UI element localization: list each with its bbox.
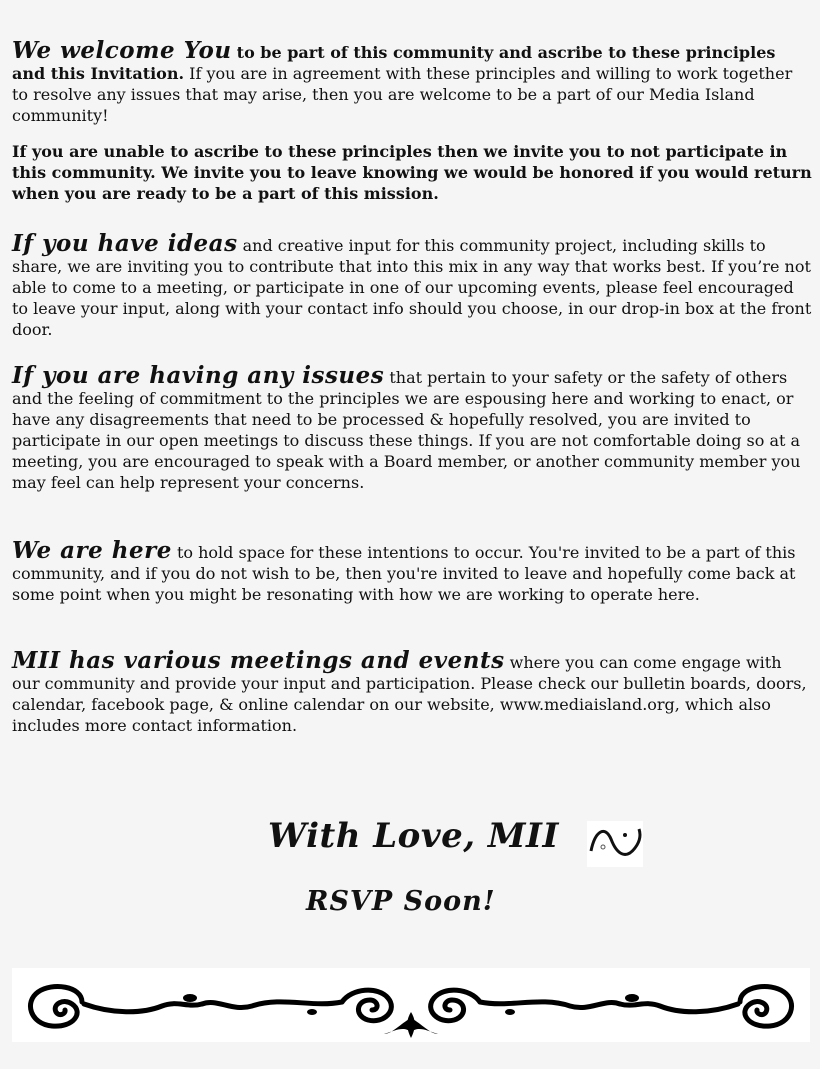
meetings-heading: MII has various meetings and events [12,647,505,674]
unable-paragraph [12,141,812,204]
unable-bold-text: If you are unable to ascribe to these principles then we invite you to not participate in this community. We invite you to leave knowing we would be honored if you would return when you are ready to be a part of this mission. [12,142,812,203]
here-text: to hold space for these intentions to occur. You're invited to be a part of this community, and if you do not wish to be, then you're invited to leave and hopefully come back at some point when you might be resonating with how we are working to operate here. [12,543,796,604]
issues-text: that pertain to your safety or the safety of others and the feeling of commitment to the principles we are espousing here and working to enact, or have any disagreements that need to be processed & hopefully resolved, you are invited to participate in our open meetings to discuss these things. If you are not comfortable doing so at a meeting, you are encouraged to speak with a Board member, or another community member you may feel can help represent your concerns. [12,368,801,492]
meetings-paragraph [12,647,812,736]
ideas-text: and creative input for this community project, including skills to share, we are inviting you to contribute that into this mix in any way that works best. If you’re not able to come to a meeting, or participate in one of our upcoming events, please feel encouraged to leave your input, along with your contact info should you choose, in our drop-in box at the front door. [12,236,812,339]
welcome-text: If you are in agreement with these principles and willing to work together to resolve any issues that may arise, then you are welcome to be a part of our Media Island community! [12,64,793,125]
wave-logo-icon [587,821,643,867]
welcome-paragraph [12,37,812,126]
welcome-bold-text: to be part of this community and ascribe to these principles and this Invitation. [12,43,776,83]
here-heading: We are here [12,537,172,564]
issues-paragraph [12,362,812,493]
ideas-paragraph [12,230,812,340]
issues-heading: If you are having any issues [12,362,385,389]
rsvp-text: RSVP Soon! [306,886,496,917]
here-paragraph [12,537,812,605]
meetings-text: where you can come engage with our community and provide your input and participation. Please check our bulletin boards, doors, calendar, facebook page, & online calendar on our website, www.mediaisland.org, which also includes more contact information. [12,653,807,735]
swirl-border-icon [12,968,810,1042]
welcome-heading: We welcome You [12,37,232,64]
ideas-heading: If you have ideas [12,230,238,257]
signature: With Love, MII [268,816,559,856]
